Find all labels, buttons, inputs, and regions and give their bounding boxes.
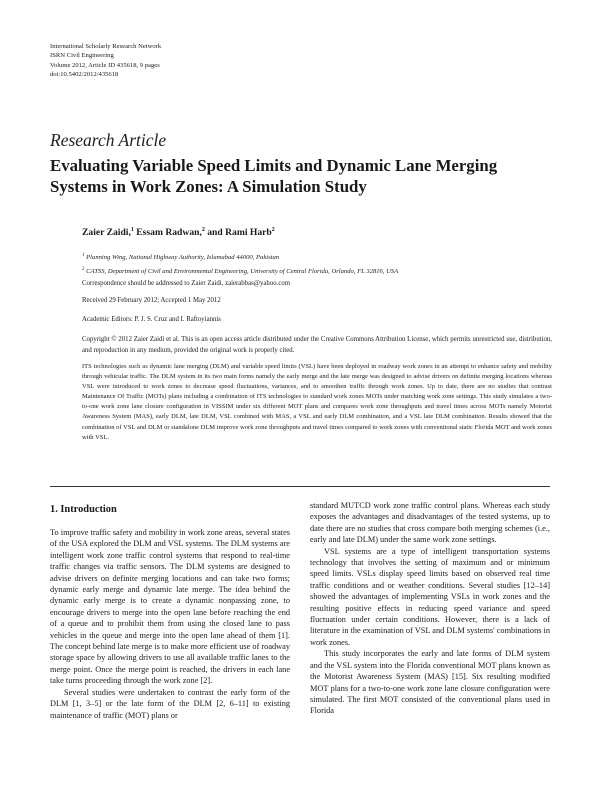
author-name: Rami Harb xyxy=(225,227,272,239)
left-column xyxy=(50,527,290,721)
article-type: Research Article xyxy=(50,130,167,150)
body-paragraph: Several studies were undertaken to contrast the early form of the DLM [1, 3–5] or the late form of the DLM [2, 6–11] to existing maintenance of traffic (MOT) plans or xyxy=(50,687,290,720)
body-paragraph: VSL systems are a type of intelligent transportation systems technology that involves the setting of maximum and or minimum speed limits. VSLs display speed limits based on observed real time traffic conditions and or weather conditions. Several studies [12–14] showed the advantages of implementing VSLs in work zones and the resulting positive effects in reducing speed variance and speed fluctuation under certain conditions. However, there is a lack of literature in the examination of VSL and DLM systems' combinations in work zones. xyxy=(310,546,550,647)
body-paragraph: standard MUTCD work zone traffic control plans. Whereas each study exposes the advantages and disadvantages of the tested systems, up to date there are no studies that cross compare both merging schemes (i.e., early and late DLM) under the same work zone settings. xyxy=(310,501,550,545)
affiliation xyxy=(82,250,398,264)
author-affiliation-marker: 2 xyxy=(201,227,205,233)
journal-doi: doi:10.5402/2012/435618 xyxy=(50,71,119,79)
affiliation-text: CATSS, Department of Civil and Environmental Engineering, University of Central Florida, Orlando, FL 32816, USA xyxy=(86,267,399,275)
author-affiliation-marker: 1 xyxy=(130,227,134,233)
academic-editors: Academic Editors: P. J. S. Cruz and I. Raftoyiannis xyxy=(82,316,221,323)
article-title-line-1: Evaluating Variable Speed Limits and Dynamic Lane Merging xyxy=(50,156,498,175)
journal-name: International Scholarly Research Network xyxy=(50,43,162,50)
author-separator: and xyxy=(204,227,226,239)
abstract: ITS technologies such as dynamic lane merging (DLM) and variable speed limits (VSL) have been deployed in roadway work zones in an attempt to enhance safety and mobility through vehicular traffic. The DLM system in its two main forms namely the early merge and the late merge was designed to advise drivers on definite merging locations whereas VSL were introduced to work zones to decrease speed fluctuations, variances, and to smoothen traffic through work zones. Up to date, there are no studies that contrast Maintenance Of Traffic (MOTs) plans including a combination of ITS technologies to standard work zones MOTs under matching work zone settings. This study simulates a two-to-one work zone lane closure configuration in VISSIM under six different MOT plans and compares work zone throughputs and travel times across MOTs namely Motorist Awareness System (MAS), early DLM, late DLM, VSL combined with MAS, a VSL and early DLM combination, and a VSL late DLM combination. Results showed that the combination of VSL and DLM or standalone DLM improve work zone throughputs and travel times compared to work zones with conventional static Florida MOT and work zones with VSL. xyxy=(82,363,552,441)
received-dates: Received 29 February 2012; Accepted 1 May 2012 xyxy=(82,297,221,304)
affiliations xyxy=(82,250,398,277)
section-heading: 1. Introduction xyxy=(50,504,117,515)
affiliation-text: Planning Wing, National Highway Authority, Islamabad 44000, Pakistan xyxy=(86,254,280,262)
body-paragraph: This study incorporates the early and late forms of DLM system and the VSL system into the Florida conventional MOT plans known as the Motorist Awareness System (MAS) [15]. Six resulting modified MOT plans for a two-to-one work zone lane closure configuration were simulated. The first MOT consisted of the conventional plans used in Florida xyxy=(310,649,550,716)
body-paragraph: To improve traffic safety and mobility in work zone areas, several states of the USA explored the DLM and VSL systems. The DLM systems are intelligent work zone traffic control systems that respond to real-time traffic changes via traffic sensors. The DLM systems are designed to advise drivers on definite merging locations and can take two forms; dynamic early merge and dynamic late merge. The idea behind the dynamic early merge is to create a dynamic nonpassing zone, to encourage drivers to merge into the open lane before reaching the end of a queue and to prohibit them from using the closed lane to pass vehicles in the queue and merge into the open lane ahead of them [1]. The concept behind late merge is to make more efficient use of roadway storage space by allowing drivers to use all available traffic lanes to the merge point. Once the merge point is reached, the drivers in each lane take turns proceeding through the work zone [2]. xyxy=(50,528,290,686)
journal-volume-info: Volume 2012, Article ID 435618, 9 pages xyxy=(50,61,160,69)
affiliation xyxy=(82,264,398,278)
journal-meta xyxy=(50,42,161,80)
article-title-line-2: Systems in Work Zones: A Simulation Study xyxy=(50,177,367,196)
affiliation-marker: 1 xyxy=(82,253,85,258)
right-column xyxy=(310,500,550,717)
affiliation-marker: 2 xyxy=(82,266,85,272)
correspondence: Correspondence should be addressed to Zaier Zaidi, zaierabbas@yahoo.com xyxy=(82,280,291,287)
journal-volume-title: ISRN Civil Engineering xyxy=(50,52,114,60)
copyright-notice: Copyright © 2012 Zaier Zaidi et al. This is an open access article distributed under the Creative Commons Attribution License, which permits unrestricted use, distribution, and reproduction in any medium, provided the original work is properly cited. xyxy=(82,336,552,355)
section-divider xyxy=(50,486,550,487)
author-name: Zaier Zaidi, xyxy=(82,227,131,239)
author-list xyxy=(82,227,275,238)
author-affiliation-marker: 2 xyxy=(271,227,275,233)
author-name: Essam Radwan, xyxy=(136,227,202,239)
article-title xyxy=(50,155,570,197)
